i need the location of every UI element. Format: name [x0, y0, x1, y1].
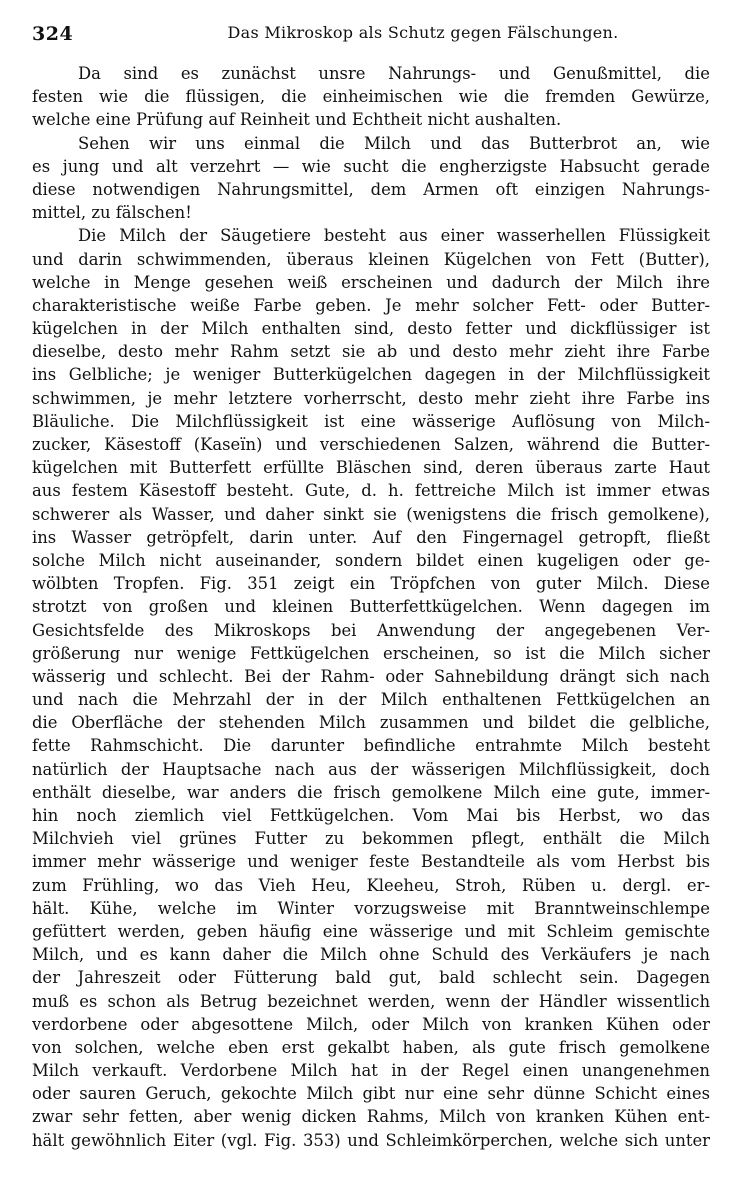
text-line: immer mehr wässerige und weniger feste Bestandteile als vom Herbst bis	[32, 852, 710, 872]
text-line: natürlich der Hauptsache nach aus der wässerigen Milchflüssigkeit, doch	[32, 759, 710, 779]
text-line: aus festem Käsestoff besteht. Gute, d. h. fettreiche Milch ist immer etwas	[32, 481, 710, 501]
text-line: hält. Kühe, welche im Winter vorzugsweise mit Branntweinschlempe	[32, 898, 710, 918]
text-line: diese notwendigen Nahrungsmittel, dem Armen oft einzigen Nahrungs-	[32, 179, 710, 199]
text-line: oder sauren Geruch, gekochte Milch gibt nur eine sehr dünne Schicht eines	[32, 1084, 710, 1104]
text-line: Da sind es zunächst unsre Nahrungs- und Genußmittel, die	[78, 64, 710, 83]
text-line: ins Gelbliche; je weniger Butterkügelchen dagegen in der Milchflüssigkeit	[32, 365, 710, 385]
text-line: welche eine Prüfung auf Reinheit und Echtheit nicht aushalten.	[32, 110, 562, 130]
running-title: Das Mikroskop als Schutz gegen Fälschungen.	[227, 23, 619, 42]
text-line: solche Milch nicht auseinander, sondern bildet einen kugeligen oder ge-	[32, 550, 710, 570]
text-line: gefüttert werden, geben häufig eine wässerige und mit Schleim gemischte	[32, 921, 710, 941]
text-line: Die Milch der Säugetiere besteht aus einer wasserhellen Flüssigkeit	[78, 226, 710, 246]
text-line: verdorbene oder abgesottene Milch, oder Milch von kranken Kühen oder	[32, 1014, 710, 1034]
text-line: kügelchen in der Milch enthalten sind, desto fetter und dickflüssiger ist	[32, 319, 710, 339]
text-line: hin noch ziemlich viel Fettkügelchen. Vom Mai bis Herbst, wo das	[32, 806, 710, 825]
text-line: enthält dieselbe, war anders die frisch gemolkene Milch eine gute, immer-	[32, 782, 710, 802]
text-line: zum Frühling, wo das Vieh Heu, Kleeheu, Stroh, Rüben u. dergl. er-	[32, 875, 710, 895]
text-line: Milch verkauft. Verdorbene Milch hat in der Regel einen unangenehmen	[32, 1061, 710, 1081]
body-text	[32, 62, 710, 1152]
text-line: dieselbe, desto mehr Rahm setzt sie ab und desto mehr zieht ihre Farbe	[32, 342, 710, 362]
text-line: charakteristische weiße Farbe geben. Je mehr solcher Fett- oder Butter-	[32, 295, 710, 315]
text-line: mittel, zu fälschen!	[32, 203, 192, 223]
text-line: Milch, und es kann daher die Milch ohne Schuld des Verkäufers je nach	[32, 945, 710, 965]
text-line: von solchen, welche eben erst gekalbt haben, als gute frisch gemolkene	[32, 1037, 710, 1057]
text-line: zwar sehr fetten, aber wenig dicken Rahms, Milch von kranken Kühen ent-	[32, 1107, 710, 1127]
text-line: die Oberfläche der stehenden Milch zusammen und bildet die gelbliche,	[32, 713, 710, 733]
text-line: kügelchen mit Butterfett erfüllte Bläschen sind, deren überaus zarte Haut	[32, 458, 710, 478]
text-line: welche in Menge gesehen weiß erscheinen und dadurch der Milch ihre	[32, 272, 710, 292]
text-line: schwimmen, je mehr letztere vorherrscht, desto mehr zieht ihre Farbe ins	[32, 388, 710, 408]
text-line: hält gewöhnlich Eiter (vgl. Fig. 353) und Schleimkörperchen, welche sich unter	[32, 1130, 710, 1150]
text-line: schwerer als Wasser, und daher sinkt sie (wenigstens die frisch gemolkene),	[32, 504, 710, 524]
text-line: und nach die Mehrzahl der in der Milch enthaltenen Fettkügelchen an	[32, 690, 710, 710]
text-line: und darin schwimmenden, überaus kleinen Kügelchen von Fett (Butter),	[32, 249, 710, 269]
text-line: fette Rahmschicht. Die darunter befindliche entrahmte Milch besteht	[32, 736, 710, 756]
text-line: es jung und alt verzehrt — wie sucht die engherzigste Habsucht gerade	[32, 156, 710, 176]
text-line: Sehen wir uns einmal die Milch und das Butterbrot an, wie	[78, 133, 710, 153]
text-line: wässerig und schlecht. Bei der Rahm- oder Sahnebildung drängt sich nach	[32, 666, 710, 686]
text-line: festen wie die flüssigen, die einheimischen wie die fremden Gewürze,	[32, 87, 710, 107]
text-line: strotzt von großen und kleinen Butterfettkügelchen. Wenn dagegen im	[32, 597, 710, 617]
text-line: muß es schon als Betrug bezeichnet werden, wenn der Händler wissentlich	[32, 991, 710, 1011]
text-line: wölbten Tropfen. Fig. 351 zeigt ein Tröpfchen von guter Milch. Diese	[32, 574, 710, 594]
text-line: größerung nur wenige Fettkügelchen erscheinen, so ist die Milch sicher	[32, 643, 710, 663]
text-line: Bläuliche. Die Milchflüssigkeit ist eine wässerige Auflösung von Milch-	[32, 411, 710, 431]
text-line: zucker, Käsestoff (Kaseïn) und verschiedenen Salzen, während die Butter-	[32, 435, 710, 454]
page-number: 324	[32, 23, 74, 45]
text-line: Gesichtsfelde des Mikroskops bei Anwendung der angegebenen Ver-	[32, 620, 710, 640]
text-line: ins Wasser getröpfelt, darin unter. Auf den Fingernagel getropft, fließt	[32, 527, 710, 547]
text-line: Milchvieh viel grünes Futter zu bekommen pflegt, enthält die Milch	[32, 829, 710, 849]
text-line: der Jahreszeit oder Fütterung bald gut, bald schlecht sein. Dagegen	[32, 968, 710, 988]
